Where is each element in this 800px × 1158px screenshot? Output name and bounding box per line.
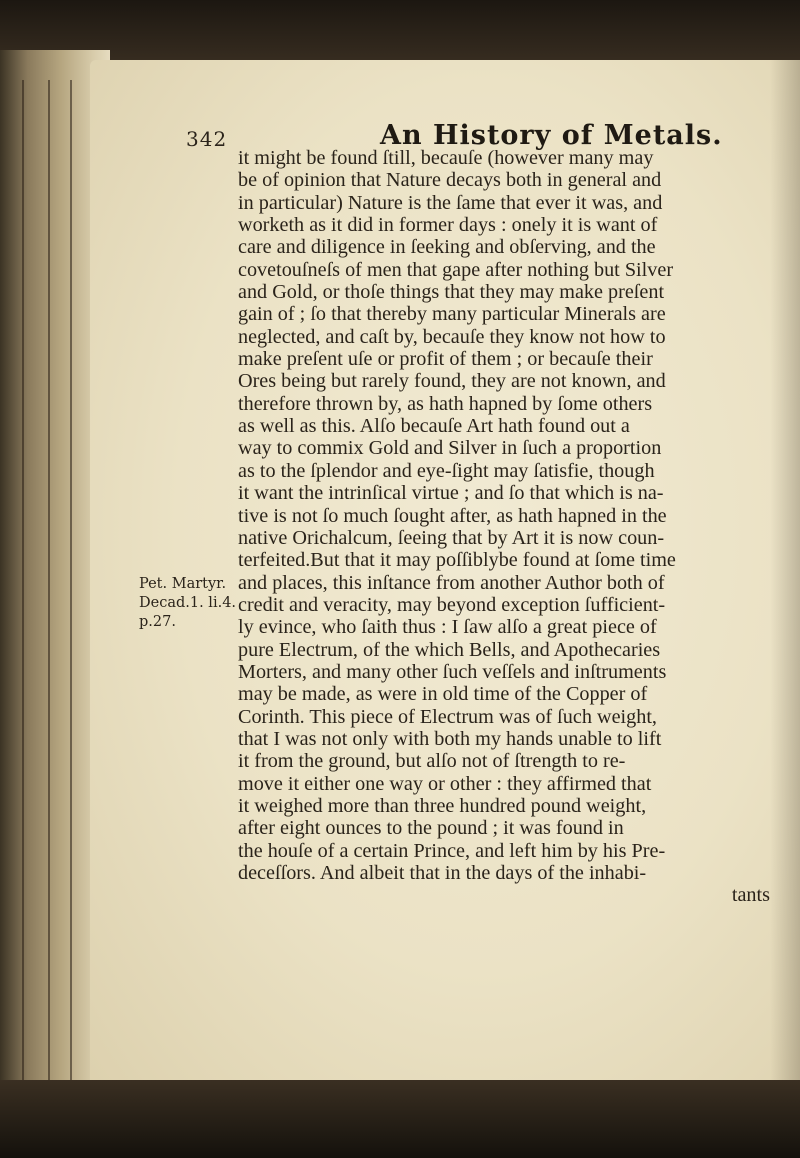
text-line: as to the ſplendor and eye-ſight may ſatisfie, though xyxy=(238,459,655,482)
text-line: make preſent uſe or profit of them ; or becauſe their xyxy=(238,348,653,371)
text-line: it from the ground, but alſo not of ſtrength to re- xyxy=(238,750,626,773)
text-line: and Gold, or thoſe things that they may make preſent xyxy=(238,281,665,304)
text-line: neglected, and caſt by, becauſe they know not how to xyxy=(238,325,666,348)
text-line: Corinth. This piece of Electrum was of ſuch weight, xyxy=(238,705,657,728)
text-line: Ores being but rarely found, they are not known, and xyxy=(238,370,666,393)
text-line: way to commix Gold and Silver in ſuch a proportion xyxy=(238,437,662,460)
text-line: it might be found ſtill, becauſe (however many may xyxy=(238,147,654,169)
text-line: terfeited.But that it may poſſiblybe found at ſome time xyxy=(238,549,676,572)
text-line: after eight ounces to the pound ; it was found in xyxy=(238,817,624,840)
text-line: ly evince, who ſaith thus : I ſaw alſo a great piece of xyxy=(238,616,657,639)
text-line: that I was not only with both my hands unable to lift xyxy=(238,727,662,750)
text-line: Morters, and many other ſuch veſſels and inſtruments xyxy=(238,660,667,683)
text-line: in particular) Nature is the ſame that ever it was, and xyxy=(238,191,663,214)
text-line: tive is not ſo much ſought after, as hath hapned in the xyxy=(238,504,667,527)
text-line: worketh as it did in former days : onely it is want of xyxy=(238,214,658,237)
text-line: it weighed more than three hundred pound weight, xyxy=(238,794,647,817)
text-line: move it either one way or other : they affirmed that xyxy=(238,772,652,795)
text-line: native Orichalcum, ſeeing that by Art it is now coun- xyxy=(238,526,665,549)
text-line: may be made, as were in old time of the Copper of xyxy=(238,683,648,706)
text-line: pure Electrum, of the which Bells, and Apothecaries xyxy=(238,638,661,661)
text-line: be of opinion that Nature decays both in general and xyxy=(238,169,662,192)
text-line: credit and veracity, may beyond exception ſufficient- xyxy=(238,593,666,616)
text-line: therefore thrown by, as hath hapned by ſome others xyxy=(238,392,653,415)
body-text xyxy=(238,147,798,907)
margin-note-line: p.27. xyxy=(139,614,176,630)
text-line: deceſſors. And albeit that in the days of the inhabi- xyxy=(238,862,647,884)
text-line: care and diligence in ſeeking and obſerving, and the xyxy=(238,236,656,259)
text-line: and places, this inſtance from another Author both of xyxy=(238,571,665,594)
scan-bottom-border xyxy=(0,1080,800,1158)
margin-note-line: Decad.1. li.4. xyxy=(139,595,237,611)
text-line: covetouſneſs of men that gape after nothing but Silver xyxy=(238,258,674,281)
catchword: tants xyxy=(731,884,770,907)
running-head: An History of Metals. xyxy=(380,120,723,151)
margin-note xyxy=(139,575,237,632)
margin-note-line: Pet. Martyr. xyxy=(139,576,227,592)
page-number: 342 xyxy=(186,127,228,151)
text-line: it want the intrinſical virtue ; and ſo that which is na- xyxy=(238,482,664,505)
text-line: as well as this. Alſo becauſe Art hath found out a xyxy=(238,415,630,438)
text-line: gain of ; ſo that thereby many particular Minerals are xyxy=(238,303,666,326)
text-line: the houſe of a certain Prince, and left him by his Pre- xyxy=(238,839,666,862)
